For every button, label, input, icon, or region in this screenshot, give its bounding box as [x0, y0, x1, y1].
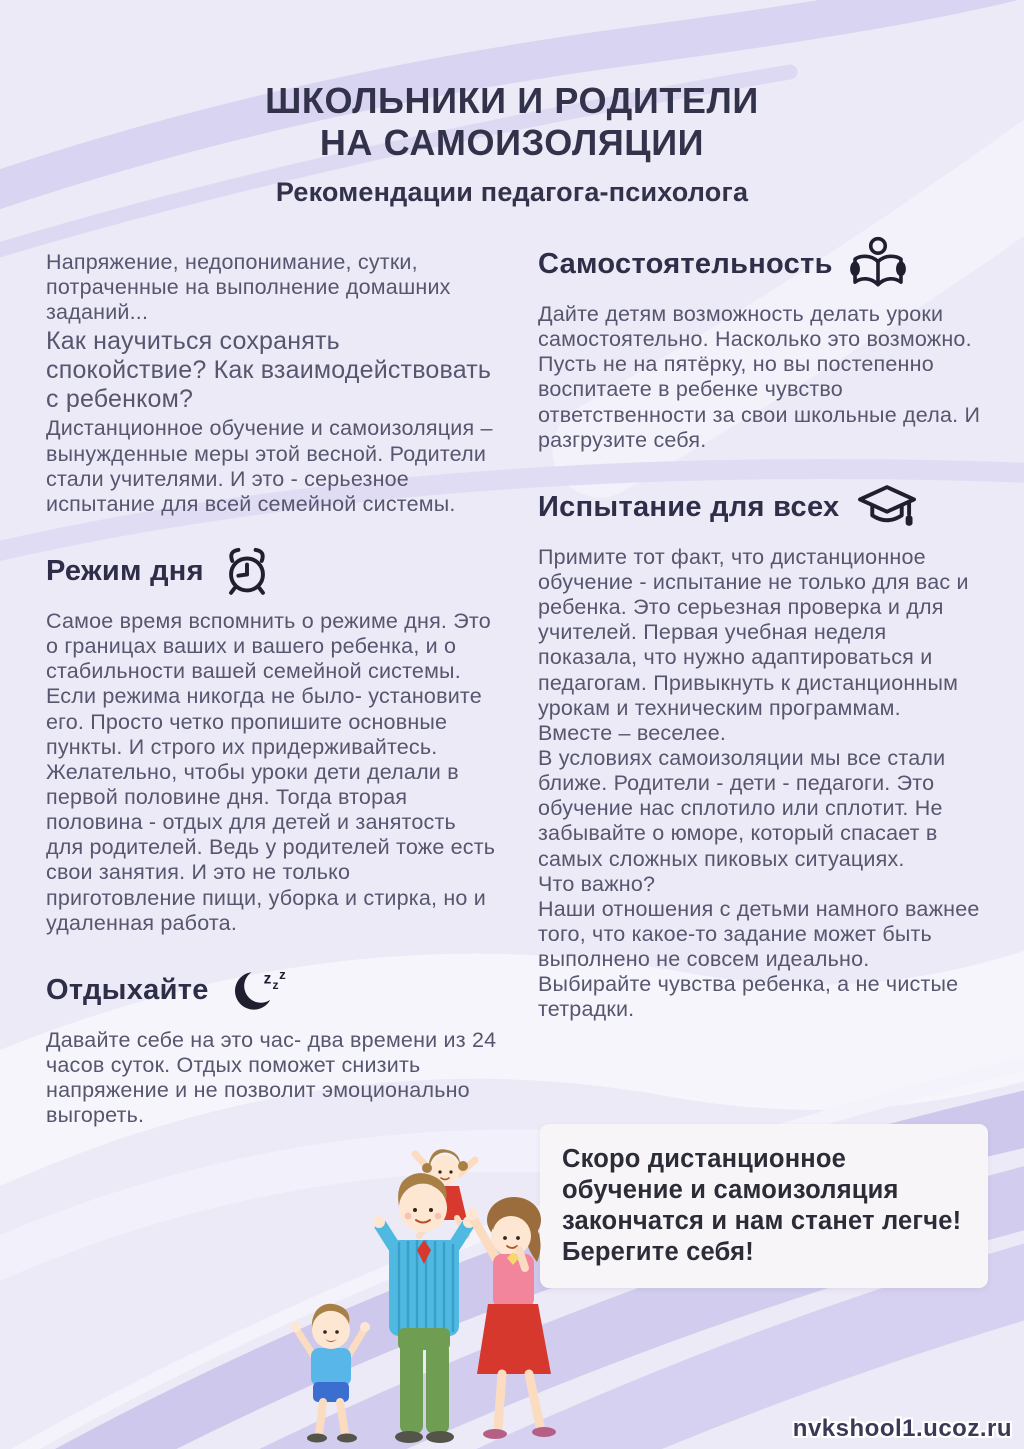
section-trial-header: [538, 481, 982, 535]
closing-message-box: [540, 1124, 988, 1288]
section-regime-body: Самое время вспомнить о режиме дня. Это о границах ваших и вашего ребенка, и о стабильности вашей семейной системы. Если режима никогда не было- установите его. Просто четко пропишите основные пункты. И строго их придерживайтесь. Желательно, чтобы уроки дети делали в первой половине дня. Тогда вторая половина - отдых для детей и занятость для родителей. Ведь у родителей тоже есть свои занятия. И это не только приготовление пищи, уборка и стирка, но и удаленная работа.: [46, 608, 496, 935]
mother-figure: [466, 1197, 556, 1439]
section-independence-body: Дайте детям возможность делать уроки самостоятельно. Насколько это возможно. Пусть не на пятёрку, но вы постепенно воспитаете в ребенке чувство ответственности за свои школьные дела. И разгрузите себя.: [538, 302, 981, 452]
section-trial-paragraph: Вместе – веселее.: [538, 720, 727, 745]
section-trial-paragraph: Что важно?: [538, 871, 656, 896]
person-reading-icon: [849, 236, 907, 292]
section-trial-paragraph: Наши отношения с детьми намного важнее того, что какое-то задание может быть выполнено не совсем идеально. Выбирайте чувства ребенка, а не чистые тетрадки.: [538, 896, 980, 1022]
page-subtitle: Рекомендации педагога-психолога: [275, 176, 749, 207]
title-line-2: НА САМОИЗОЛЯЦИИ: [319, 121, 705, 163]
closing-message-text: Скоро дистанционное обучение и самоизоляция закончатся и нам станет легче! Берегите себя!: [562, 1145, 962, 1267]
intro-lead: Напряжение, недопонимание, сутки, потраченные на выполнение домашних заданий...: [46, 250, 451, 325]
section-regime-header: [46, 545, 498, 599]
page-title: [0, 80, 1024, 164]
intro-question: Как научиться сохранять спокойствие? Как взаимодействовать с ребенком?: [46, 327, 492, 414]
family-walking-illustration: [266, 1146, 568, 1446]
poster-header: [0, 80, 1024, 208]
intro-body: Дистанционное обучение и самоизоляция – вынужденные меры этой весной. Родители стали учителями. И это - серьезное испытание для всей семейной системы.: [46, 416, 493, 516]
section-trial-paragraph: В условиях самоизоляции мы все стали ближе. Родители - дети - педагоги. Это обучение нас сплотило или сплотит. Не забывайте о юморе, который спасает в самых сложных пиковых ситуациях.: [538, 745, 946, 871]
title-line-1: ШКОЛЬНИКИ И РОДИТЕЛИ: [265, 80, 759, 121]
watermark: nvkshool1.ucoz.ru: [792, 1415, 1012, 1442]
section-trial-paragraph: Примите тот факт, что дистанционное обучение - испытание не только для вас и ребенка. Это серьезная проверка и для учителей. Первая учебная неделя показала, что нужно адаптироваться и педагогам. Привыкнуть к дистанционным урокам и техническим программам.: [538, 544, 969, 720]
boy-figure: [291, 1304, 370, 1443]
moon-zzz-icon: [225, 964, 289, 1018]
right-column: [538, 236, 982, 1023]
left-column: [46, 250, 498, 1128]
svg-text:z: z: [272, 977, 279, 992]
svg-text:z: z: [263, 970, 272, 988]
svg-text:z: z: [278, 966, 286, 982]
section-rest-body: Давайте себе на это час- два времени из 24 часов суток. Отдых поможет снизить напряжение и не позволит эмоционально выгореть.: [46, 1027, 497, 1128]
section-trial-title: Испытание для всех: [538, 491, 840, 524]
section-regime-title: Режим дня: [46, 555, 204, 588]
section-rest-title: Отдыхайте: [46, 974, 209, 1007]
alarm-clock-icon: [220, 545, 274, 599]
graduation-cap-icon: [855, 481, 919, 535]
section-rest-header: [46, 964, 498, 1018]
section-independence-title: Самостоятельность: [538, 247, 833, 280]
section-independence-header: [538, 236, 982, 292]
